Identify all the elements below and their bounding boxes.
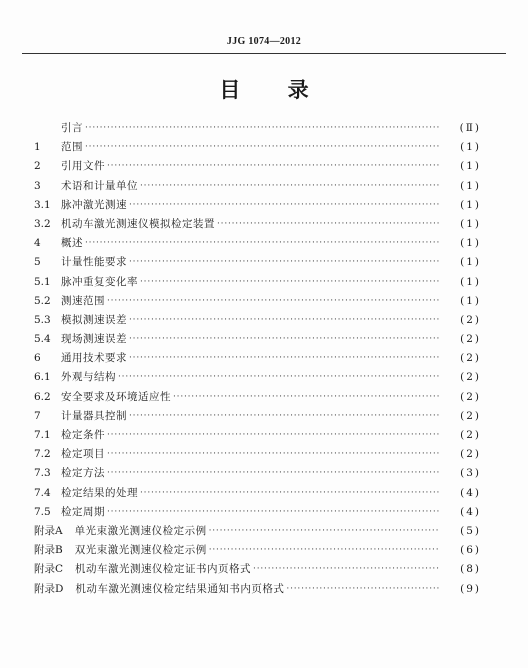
- toc-entry-title: 范围: [61, 141, 83, 154]
- toc-entry-number: 附录C: [34, 563, 64, 576]
- toc-entry-title: 检定周期: [61, 505, 105, 518]
- toc-entry-number: 5.3: [34, 313, 51, 326]
- toc-leader-dots: [140, 484, 439, 503]
- toc-entry-page: (1): [460, 256, 481, 269]
- toc-entry[interactable]: [34, 445, 481, 464]
- toc-entry[interactable]: [34, 407, 481, 426]
- toc-entry-number: 1: [34, 141, 41, 154]
- toc-entry-number: 3.1: [34, 198, 51, 211]
- toc-leader-dots: [118, 368, 439, 387]
- toc-entry[interactable]: [34, 215, 481, 234]
- toc-entry[interactable]: [34, 541, 481, 560]
- toc-entry-number: 7.2: [34, 448, 51, 461]
- toc-entry[interactable]: [34, 253, 481, 272]
- toc-entry-title: 现场测速误差: [61, 333, 127, 346]
- toc-leader-dots: [85, 119, 439, 138]
- toc-entry-number: 3.2: [34, 217, 51, 230]
- toc-entry-page: (Ⅱ): [459, 122, 481, 134]
- toc-entry-number: 5.4: [34, 333, 51, 346]
- toc-entry-number: 5.2: [34, 294, 51, 307]
- toc-entry-number: 6.1: [34, 371, 51, 384]
- toc-entry-title: 测速范围: [61, 294, 105, 307]
- toc-entry-page: (2): [460, 409, 481, 422]
- toc-leader-dots: [85, 138, 439, 157]
- toc-entry-page: (2): [460, 429, 481, 441]
- toc-entry-number: 附录A: [34, 524, 63, 537]
- toc-entry-page: (2): [460, 333, 481, 346]
- toc-entry-page: (4): [460, 505, 481, 518]
- toc-leader-dots: [107, 503, 439, 522]
- toc-entry[interactable]: [34, 311, 481, 330]
- toc-leader-dots: [129, 330, 439, 349]
- toc-leader-dots: [140, 177, 439, 196]
- toc-leader-dots: [85, 234, 439, 253]
- toc-entry-number: 7.5: [34, 505, 51, 518]
- toc-leader-dots: [173, 388, 439, 407]
- toc-entry-title: 单光束激光测速仪检定示例: [74, 524, 207, 537]
- toc-entry-title: 机动车激光测速仪检定证书内页格式: [75, 563, 252, 576]
- toc-entry[interactable]: [34, 426, 481, 445]
- toc-entry-title: 检定项目: [61, 448, 105, 461]
- toc-entry-title: 计量性能要求: [61, 256, 127, 269]
- toc-leader-dots: [129, 407, 439, 426]
- toc-entry[interactable]: [34, 119, 481, 138]
- toc-entry-number: 2: [34, 160, 41, 173]
- toc-entry[interactable]: [34, 177, 481, 196]
- toc-entry-number: 6: [34, 352, 41, 365]
- toc-entry-page: (1): [460, 275, 481, 288]
- toc-entry-number: 附录D: [34, 582, 64, 595]
- toc-entry[interactable]: [34, 292, 481, 311]
- toc-entry[interactable]: [34, 234, 481, 253]
- toc-leader-dots: [129, 311, 439, 330]
- toc-entry-page: (3): [460, 467, 481, 480]
- toc-entry-title: 计量器具控制: [61, 409, 127, 422]
- toc-entry[interactable]: [34, 388, 481, 407]
- toc-entry[interactable]: [34, 157, 481, 176]
- toc-leader-dots: [217, 215, 439, 234]
- toc-entry-title: 术语和计量单位: [61, 179, 138, 192]
- toc-leader-dots: [129, 196, 439, 215]
- toc-entry-page: (2): [460, 448, 481, 461]
- toc-entry-number: 5: [34, 256, 41, 269]
- toc-entry-page: (8): [460, 563, 481, 576]
- toc-entry[interactable]: [34, 368, 481, 387]
- toc-entry-title: 外观与结构: [61, 371, 116, 384]
- toc-entry-number: 4: [34, 237, 41, 250]
- toc-entry-page: (5): [460, 524, 481, 537]
- toc-entry[interactable]: [34, 522, 481, 541]
- toc-entry-number: 7.3: [34, 467, 51, 480]
- toc-entry-title: 安全要求及环境适应性: [61, 390, 171, 403]
- toc-leader-dots: [107, 426, 439, 445]
- toc-entry-title: 引用文件: [61, 160, 105, 173]
- toc-entry[interactable]: [34, 273, 481, 292]
- toc-entry-page: (4): [460, 486, 481, 499]
- toc-entry-page: (1): [460, 217, 481, 230]
- toc-entry-page: (2): [460, 371, 481, 384]
- toc-leader-dots: [129, 349, 439, 368]
- toc-entry-title: 机动车激光测速仪检定结果通知书内页格式: [75, 582, 285, 595]
- toc-leader-dots: [209, 522, 439, 541]
- toc-entry[interactable]: [34, 464, 481, 483]
- toc-entry[interactable]: [34, 138, 481, 157]
- toc-entry-page: (9): [460, 582, 481, 595]
- toc-leader-dots: [209, 541, 439, 560]
- toc-entry-title: 模拟测速误差: [61, 313, 127, 326]
- toc-entry-title: 概述: [61, 237, 83, 250]
- toc-entry-page: (2): [460, 313, 481, 326]
- toc-entry-number: 3: [34, 179, 41, 192]
- toc-entry-title: 检定结果的处理: [61, 486, 138, 499]
- page-title: 目 录: [219, 78, 329, 102]
- toc-entry-number: 7.1: [34, 429, 51, 441]
- toc-entry-title: 检定条件: [61, 429, 105, 441]
- toc-entry-page: (1): [460, 198, 481, 211]
- toc-entry-page: (1): [460, 160, 481, 173]
- toc-entry-page: (1): [460, 179, 481, 192]
- toc-entry[interactable]: [34, 330, 481, 349]
- toc-entry-page: (2): [460, 352, 481, 365]
- standard-code-header: JJG 1074—2012: [226, 36, 302, 47]
- toc-leader-dots: [107, 292, 439, 311]
- toc-entry-title: 引言: [61, 122, 83, 134]
- table-of-contents: [34, 119, 481, 599]
- toc-entry-title: 脉冲激光测速: [61, 198, 127, 211]
- toc-entry-title: 机动车激光测速仪模拟检定装置: [61, 217, 215, 230]
- toc-entry-page: (1): [460, 294, 481, 307]
- toc-leader-dots: [286, 580, 439, 599]
- toc-leader-dots: [129, 253, 439, 272]
- toc-entry-number: 7: [34, 409, 41, 422]
- toc-entry-page: (1): [460, 141, 481, 154]
- toc-entry[interactable]: [34, 484, 481, 503]
- toc-leader-dots: [253, 560, 439, 579]
- toc-entry[interactable]: [34, 196, 481, 215]
- toc-entry-title: 检定方法: [61, 467, 105, 480]
- toc-leader-dots: [107, 157, 439, 176]
- toc-entry[interactable]: [34, 580, 481, 599]
- toc-entry[interactable]: [34, 349, 481, 368]
- toc-entry-page: (2): [460, 390, 481, 403]
- toc-leader-dots: [107, 445, 439, 464]
- toc-leader-dots: [140, 273, 439, 292]
- toc-entry-number: 5.1: [34, 275, 51, 288]
- toc-entry[interactable]: [34, 560, 481, 579]
- toc-entry[interactable]: [34, 503, 481, 522]
- toc-entry-page: (6): [460, 544, 481, 557]
- toc-leader-dots: [107, 464, 439, 483]
- toc-entry-title: 脉冲重复变化率: [61, 275, 138, 288]
- header-rule: [22, 53, 506, 54]
- toc-entry-number: 7.4: [34, 486, 51, 499]
- toc-entry-title: 通用技术要求: [61, 352, 127, 365]
- toc-entry-title: 双光束激光测速仪检定示例: [74, 544, 207, 557]
- toc-entry-number: 6.2: [34, 390, 51, 403]
- toc-entry-page: (1): [460, 237, 481, 250]
- toc-entry-number: 附录B: [34, 544, 63, 557]
